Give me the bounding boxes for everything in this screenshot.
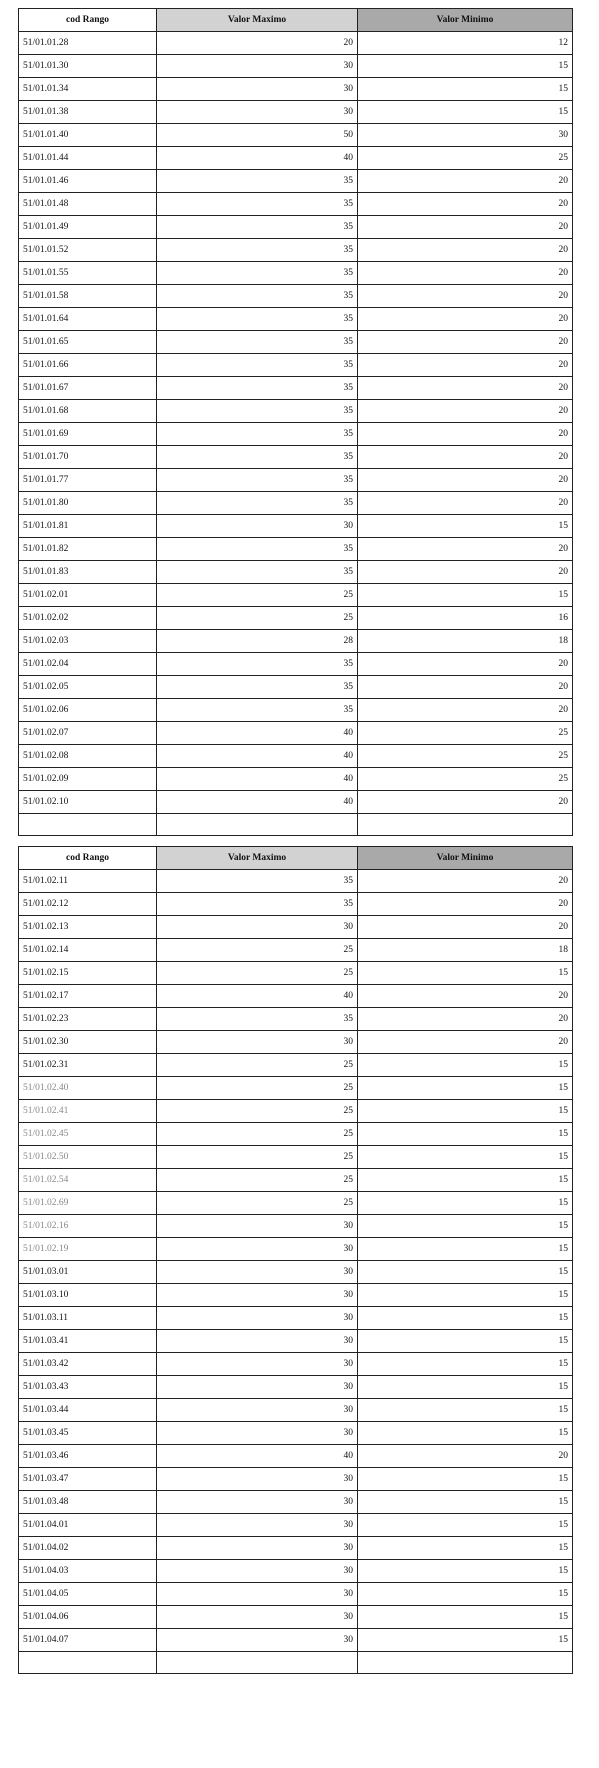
table-row [19, 699, 573, 722]
cell-min-value: 20 [358, 193, 573, 216]
table-row [19, 32, 573, 55]
table-row [19, 1123, 573, 1146]
empty-cell [157, 1652, 358, 1674]
cell-max-value: 25 [157, 1146, 358, 1169]
cell-code-range: 51/01.03.01 [19, 1261, 157, 1284]
cell-code-range: 51/01.02.17 [19, 985, 157, 1008]
empty-cell [19, 1652, 157, 1674]
cell-code-range: 51/01.02.54 [19, 1169, 157, 1192]
cell-min-value: 15 [358, 1422, 573, 1445]
cell-code-range: 51/01.01.44 [19, 147, 157, 170]
cell-max-value: 35 [157, 354, 358, 377]
cell-code-range: 51/01.03.43 [19, 1376, 157, 1399]
empty-cell [19, 814, 157, 836]
cell-max-value: 25 [157, 1100, 358, 1123]
cell-max-value: 30 [157, 1353, 358, 1376]
cell-min-value: 20 [358, 561, 573, 584]
table-row [19, 893, 573, 916]
cell-max-value: 30 [157, 1422, 358, 1445]
table-row [19, 170, 573, 193]
cell-code-range: 51/01.01.52 [19, 239, 157, 262]
table-row [19, 791, 573, 814]
cell-min-value: 15 [358, 1123, 573, 1146]
table-row [19, 1629, 573, 1652]
cell-max-value: 35 [157, 870, 358, 893]
cell-min-value: 15 [358, 1261, 573, 1284]
table-row [19, 1330, 573, 1353]
cell-min-value: 20 [358, 308, 573, 331]
table-end-row [19, 814, 573, 836]
cell-code-range: 51/01.02.23 [19, 1008, 157, 1031]
cell-code-range: 51/01.04.03 [19, 1560, 157, 1583]
cell-code-range: 51/01.03.45 [19, 1422, 157, 1445]
cell-min-value: 20 [358, 377, 573, 400]
cell-max-value: 35 [157, 469, 358, 492]
cell-min-value: 15 [358, 1491, 573, 1514]
cell-min-value: 15 [358, 1077, 573, 1100]
cell-code-range: 51/01.01.55 [19, 262, 157, 285]
cell-min-value: 15 [358, 1399, 573, 1422]
cell-min-value: 12 [358, 32, 573, 55]
table-row [19, 331, 573, 354]
cell-code-range: 51/01.03.48 [19, 1491, 157, 1514]
table-row [19, 377, 573, 400]
cell-min-value: 15 [358, 1376, 573, 1399]
cell-min-value: 18 [358, 630, 573, 653]
cell-min-value: 20 [358, 1445, 573, 1468]
table-row [19, 216, 573, 239]
table-row [19, 584, 573, 607]
cell-max-value: 40 [157, 147, 358, 170]
cell-min-value: 16 [358, 607, 573, 630]
table-body [19, 32, 573, 836]
cell-min-value: 15 [358, 1353, 573, 1376]
table-row [19, 1399, 573, 1422]
cell-code-range: 51/01.03.44 [19, 1399, 157, 1422]
table-row [19, 423, 573, 446]
cell-code-range: 51/01.01.64 [19, 308, 157, 331]
cell-code-range: 51/01.01.68 [19, 400, 157, 423]
cell-min-value: 15 [358, 78, 573, 101]
table-row [19, 1284, 573, 1307]
cell-min-value: 15 [358, 1514, 573, 1537]
cell-code-range: 51/01.02.50 [19, 1146, 157, 1169]
cell-max-value: 25 [157, 962, 358, 985]
table-row [19, 1514, 573, 1537]
cell-max-value: 25 [157, 1077, 358, 1100]
cell-code-range: 51/01.02.30 [19, 1031, 157, 1054]
table-row [19, 1307, 573, 1330]
cell-max-value: 20 [157, 32, 358, 55]
cell-min-value: 20 [358, 239, 573, 262]
cell-min-value: 20 [358, 262, 573, 285]
cell-code-range: 51/01.02.08 [19, 745, 157, 768]
table-row [19, 1238, 573, 1261]
table-header-row [19, 847, 573, 870]
cell-max-value: 30 [157, 1468, 358, 1491]
table-row [19, 400, 573, 423]
cell-min-value: 20 [358, 870, 573, 893]
page-break [18, 836, 572, 846]
cell-code-range: 51/01.01.66 [19, 354, 157, 377]
cell-code-range: 51/01.02.14 [19, 939, 157, 962]
cell-max-value: 25 [157, 1192, 358, 1215]
table-row [19, 1031, 573, 1054]
cell-max-value: 25 [157, 584, 358, 607]
table-row [19, 78, 573, 101]
cell-code-range: 51/01.02.11 [19, 870, 157, 893]
cell-max-value: 40 [157, 1445, 358, 1468]
cell-max-value: 35 [157, 308, 358, 331]
header-code-range: cod Rango [19, 847, 157, 870]
cell-code-range: 51/01.01.70 [19, 446, 157, 469]
cell-max-value: 30 [157, 1261, 358, 1284]
table-row [19, 262, 573, 285]
cell-max-value: 25 [157, 1123, 358, 1146]
table-row [19, 1468, 573, 1491]
header-max-value: Valor Maximo [157, 847, 358, 870]
cell-min-value: 20 [358, 170, 573, 193]
table-row [19, 745, 573, 768]
cell-min-value: 25 [358, 722, 573, 745]
cell-min-value: 20 [358, 423, 573, 446]
table-row [19, 1422, 573, 1445]
table-row [19, 676, 573, 699]
table-row [19, 653, 573, 676]
cell-min-value: 18 [358, 939, 573, 962]
cell-min-value: 25 [358, 768, 573, 791]
cell-max-value: 40 [157, 722, 358, 745]
cell-code-range: 51/01.03.41 [19, 1330, 157, 1353]
cell-code-range: 51/01.02.09 [19, 768, 157, 791]
cell-min-value: 15 [358, 1606, 573, 1629]
cell-code-range: 51/01.02.04 [19, 653, 157, 676]
table-row [19, 446, 573, 469]
cell-min-value: 15 [358, 1284, 573, 1307]
cell-max-value: 30 [157, 916, 358, 939]
cell-code-range: 51/01.02.12 [19, 893, 157, 916]
cell-code-range: 51/01.01.34 [19, 78, 157, 101]
cell-code-range: 51/01.01.65 [19, 331, 157, 354]
cell-code-range: 51/01.01.67 [19, 377, 157, 400]
cell-code-range: 51/01.02.15 [19, 962, 157, 985]
cell-code-range: 51/01.03.46 [19, 1445, 157, 1468]
cell-min-value: 15 [358, 55, 573, 78]
table-row [19, 916, 573, 939]
cell-max-value: 25 [157, 607, 358, 630]
cell-max-value: 30 [157, 1514, 358, 1537]
cell-code-range: 51/01.02.10 [19, 791, 157, 814]
cell-max-value: 35 [157, 239, 358, 262]
cell-max-value: 30 [157, 55, 358, 78]
cell-min-value: 20 [358, 400, 573, 423]
table-header-row [19, 9, 573, 32]
table-row [19, 768, 573, 791]
cell-max-value: 30 [157, 1215, 358, 1238]
cell-max-value: 35 [157, 262, 358, 285]
cell-code-range: 51/01.02.16 [19, 1215, 157, 1238]
cell-min-value: 20 [358, 354, 573, 377]
table-row [19, 147, 573, 170]
cell-max-value: 30 [157, 1330, 358, 1353]
cell-code-range: 51/01.01.30 [19, 55, 157, 78]
cell-max-value: 35 [157, 285, 358, 308]
cell-code-range: 51/01.01.38 [19, 101, 157, 124]
table-row [19, 1077, 573, 1100]
table-row [19, 962, 573, 985]
cell-code-range: 51/01.02.40 [19, 1077, 157, 1100]
cell-min-value: 15 [358, 1537, 573, 1560]
cell-min-value: 15 [358, 1215, 573, 1238]
cell-min-value: 15 [358, 1146, 573, 1169]
cell-code-range: 51/01.03.10 [19, 1284, 157, 1307]
cell-max-value: 40 [157, 768, 358, 791]
cell-max-value: 30 [157, 1606, 358, 1629]
table-body [19, 870, 573, 1674]
cell-code-range: 51/01.01.82 [19, 538, 157, 561]
cell-min-value: 20 [358, 446, 573, 469]
empty-cell [358, 814, 573, 836]
cell-code-range: 51/01.04.07 [19, 1629, 157, 1652]
document-page [18, 8, 572, 1674]
table-row [19, 492, 573, 515]
cell-max-value: 30 [157, 1031, 358, 1054]
cell-code-range: 51/01.01.80 [19, 492, 157, 515]
cell-code-range: 51/01.03.47 [19, 1468, 157, 1491]
empty-cell [157, 814, 358, 836]
cell-max-value: 50 [157, 124, 358, 147]
cell-max-value: 30 [157, 1376, 358, 1399]
cell-code-range: 51/01.01.49 [19, 216, 157, 239]
cell-min-value: 15 [358, 101, 573, 124]
cell-min-value: 15 [358, 1100, 573, 1123]
range-table-2 [18, 846, 573, 1674]
table-row [19, 1376, 573, 1399]
cell-min-value: 20 [358, 676, 573, 699]
cell-min-value: 15 [358, 1330, 573, 1353]
cell-code-range: 51/01.01.28 [19, 32, 157, 55]
cell-max-value: 35 [157, 446, 358, 469]
table-row [19, 285, 573, 308]
cell-max-value: 35 [157, 893, 358, 916]
cell-max-value: 25 [157, 1054, 358, 1077]
cell-code-range: 51/01.02.06 [19, 699, 157, 722]
cell-code-range: 51/01.02.69 [19, 1192, 157, 1215]
cell-min-value: 20 [358, 492, 573, 515]
cell-max-value: 25 [157, 1169, 358, 1192]
cell-max-value: 35 [157, 676, 358, 699]
cell-max-value: 35 [157, 653, 358, 676]
cell-min-value: 15 [358, 1169, 573, 1192]
cell-code-range: 51/01.02.05 [19, 676, 157, 699]
cell-max-value: 40 [157, 745, 358, 768]
cell-max-value: 30 [157, 1629, 358, 1652]
table-row [19, 1192, 573, 1215]
cell-max-value: 30 [157, 1560, 358, 1583]
cell-max-value: 28 [157, 630, 358, 653]
cell-code-range: 51/01.01.69 [19, 423, 157, 446]
cell-code-range: 51/01.03.42 [19, 1353, 157, 1376]
cell-max-value: 30 [157, 1238, 358, 1261]
table-row [19, 538, 573, 561]
table-row [19, 1100, 573, 1123]
cell-min-value: 30 [358, 124, 573, 147]
cell-code-range: 51/01.02.07 [19, 722, 157, 745]
table-row [19, 722, 573, 745]
cell-code-range: 51/01.01.83 [19, 561, 157, 584]
cell-code-range: 51/01.02.01 [19, 584, 157, 607]
table-row [19, 1537, 573, 1560]
header-min-value: Valor Minimo [358, 847, 573, 870]
cell-min-value: 20 [358, 469, 573, 492]
cell-code-range: 51/01.04.02 [19, 1537, 157, 1560]
cell-max-value: 30 [157, 1537, 358, 1560]
cell-min-value: 15 [358, 1054, 573, 1077]
cell-max-value: 30 [157, 1491, 358, 1514]
cell-max-value: 35 [157, 400, 358, 423]
cell-max-value: 35 [157, 216, 358, 239]
cell-code-range: 51/01.02.03 [19, 630, 157, 653]
cell-max-value: 35 [157, 170, 358, 193]
table-row [19, 1353, 573, 1376]
cell-min-value: 15 [358, 1192, 573, 1215]
cell-code-range: 51/01.04.06 [19, 1606, 157, 1629]
cell-min-value: 20 [358, 1008, 573, 1031]
range-table-1 [18, 8, 573, 836]
cell-code-range: 51/01.01.81 [19, 515, 157, 538]
cell-max-value: 30 [157, 1399, 358, 1422]
cell-min-value: 15 [358, 1468, 573, 1491]
cell-code-range: 51/01.02.41 [19, 1100, 157, 1123]
table-row [19, 1008, 573, 1031]
table-row [19, 101, 573, 124]
cell-min-value: 15 [358, 1583, 573, 1606]
cell-max-value: 30 [157, 78, 358, 101]
cell-max-value: 35 [157, 423, 358, 446]
cell-min-value: 15 [358, 515, 573, 538]
table-row [19, 354, 573, 377]
cell-code-range: 51/01.03.11 [19, 1307, 157, 1330]
cell-min-value: 15 [358, 962, 573, 985]
cell-min-value: 20 [358, 331, 573, 354]
table-row [19, 1606, 573, 1629]
header-max-value: Valor Maximo [157, 9, 358, 32]
table-row [19, 239, 573, 262]
cell-max-value: 30 [157, 101, 358, 124]
cell-min-value: 20 [358, 916, 573, 939]
table-row [19, 1491, 573, 1514]
cell-min-value: 20 [358, 285, 573, 308]
cell-min-value: 15 [358, 1560, 573, 1583]
cell-code-range: 51/01.02.02 [19, 607, 157, 630]
header-code-range: cod Rango [19, 9, 157, 32]
table-row [19, 607, 573, 630]
table-row [19, 1146, 573, 1169]
cell-max-value: 30 [157, 1307, 358, 1330]
cell-max-value: 40 [157, 791, 358, 814]
table-row [19, 1261, 573, 1284]
table-end-row [19, 1652, 573, 1674]
cell-code-range: 51/01.04.05 [19, 1583, 157, 1606]
table-row [19, 308, 573, 331]
cell-code-range: 51/01.01.48 [19, 193, 157, 216]
cell-max-value: 40 [157, 985, 358, 1008]
table-row [19, 124, 573, 147]
cell-max-value: 30 [157, 1284, 358, 1307]
cell-max-value: 35 [157, 193, 358, 216]
cell-min-value: 25 [358, 147, 573, 170]
cell-min-value: 25 [358, 745, 573, 768]
cell-code-range: 51/01.02.31 [19, 1054, 157, 1077]
cell-max-value: 30 [157, 515, 358, 538]
cell-min-value: 20 [358, 216, 573, 239]
cell-code-range: 51/01.02.13 [19, 916, 157, 939]
table-row [19, 1215, 573, 1238]
table-row [19, 515, 573, 538]
cell-min-value: 20 [358, 893, 573, 916]
cell-code-range: 51/01.01.77 [19, 469, 157, 492]
cell-max-value: 35 [157, 492, 358, 515]
cell-max-value: 35 [157, 699, 358, 722]
cell-min-value: 15 [358, 1307, 573, 1330]
table-row [19, 1560, 573, 1583]
cell-code-range: 51/01.01.46 [19, 170, 157, 193]
cell-code-range: 51/01.02.19 [19, 1238, 157, 1261]
cell-max-value: 35 [157, 561, 358, 584]
cell-min-value: 20 [358, 653, 573, 676]
table-row [19, 939, 573, 962]
cell-min-value: 20 [358, 1031, 573, 1054]
table-row [19, 985, 573, 1008]
cell-min-value: 15 [358, 584, 573, 607]
cell-min-value: 20 [358, 699, 573, 722]
cell-min-value: 20 [358, 985, 573, 1008]
cell-max-value: 25 [157, 939, 358, 962]
table-row [19, 1583, 573, 1606]
cell-min-value: 15 [358, 1238, 573, 1261]
header-min-value: Valor Minimo [358, 9, 573, 32]
cell-max-value: 30 [157, 1583, 358, 1606]
cell-max-value: 35 [157, 1008, 358, 1031]
table-row [19, 561, 573, 584]
table-row [19, 1054, 573, 1077]
table-row [19, 870, 573, 893]
cell-code-range: 51/01.02.45 [19, 1123, 157, 1146]
cell-max-value: 35 [157, 538, 358, 561]
table-row [19, 1445, 573, 1468]
table-row [19, 469, 573, 492]
empty-cell [358, 1652, 573, 1674]
table-row [19, 630, 573, 653]
table-row [19, 55, 573, 78]
cell-code-range: 51/01.01.58 [19, 285, 157, 308]
cell-code-range: 51/01.04.01 [19, 1514, 157, 1537]
cell-min-value: 15 [358, 1629, 573, 1652]
cell-max-value: 35 [157, 377, 358, 400]
cell-max-value: 35 [157, 331, 358, 354]
table-row [19, 193, 573, 216]
cell-min-value: 20 [358, 538, 573, 561]
cell-code-range: 51/01.01.40 [19, 124, 157, 147]
table-row [19, 1169, 573, 1192]
cell-min-value: 20 [358, 791, 573, 814]
